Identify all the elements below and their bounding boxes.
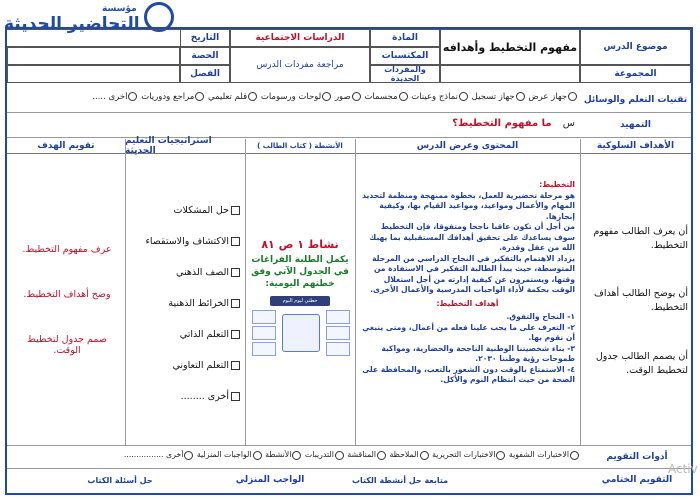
content-goal: ٤- الاستمتاع بالوقت دون الشعور بالتعب، والمحافظة على الصحة من حيث انتظام النوم والأكل. xyxy=(362,364,575,384)
col-evaluation: تقويم الهدف xyxy=(7,139,125,154)
objective-item: أن يوضح الطالب أهداف التخطيط. xyxy=(594,288,688,313)
divider xyxy=(7,468,691,469)
divider xyxy=(7,445,691,446)
assessment-item[interactable]: المناقشة xyxy=(347,450,387,459)
col-strategies: استراتيجيات التعليم الحديثة xyxy=(125,139,245,154)
diagram-box xyxy=(326,342,350,356)
evaluation-item: صمم جدول لتخطيط الوقت. xyxy=(27,334,107,356)
strategies-list xyxy=(132,205,240,422)
intro-question-text: ما مفهوم التخطيط؟ xyxy=(452,118,552,129)
divider xyxy=(580,139,581,445)
assessment-item[interactable]: أخرى ................ xyxy=(124,450,195,459)
resource-item[interactable]: لوحات ورسومات xyxy=(261,92,332,102)
intro-question xyxy=(300,118,575,134)
strategy-item[interactable]: أخرى ........ xyxy=(132,391,240,422)
group-label: المجموعة xyxy=(580,65,691,83)
content-goal: ١- النجاح والتفوق. xyxy=(506,312,575,321)
activity-diagram xyxy=(252,296,348,366)
class-label: الفصل xyxy=(180,65,230,83)
assessment-item[interactable]: التدريبات xyxy=(305,450,345,459)
acquisitions-label: المكتسبات xyxy=(370,47,440,65)
content-paragraph: هو مرحلة تحضيرية للعمل، بخطوة ممنهجة ومنظمة لتحديد المهام والأعمال ومواعيد، ومواعيد القيام بها، وكيفية إنجازها. xyxy=(362,190,575,221)
subject-value: الدراسات الاجتماعية xyxy=(230,29,370,47)
logo-small-text: مؤسسة xyxy=(102,4,137,14)
book-questions: حل أسئلة الكتاب xyxy=(87,475,153,485)
final-eval-label: التقويم الختامي xyxy=(601,475,673,485)
diagram-box xyxy=(252,310,276,324)
resource-item[interactable]: صور xyxy=(335,92,362,102)
content-title: أهداف التخطيط: xyxy=(436,298,499,308)
date-label: التاريخ xyxy=(180,29,230,47)
strategy-item[interactable]: الاكتشاف والاستقصاء xyxy=(132,236,240,267)
book-activities: متابعة حل أنشطة الكتاب xyxy=(351,475,449,485)
content-title: التخطيط: xyxy=(539,180,575,189)
watermark: Activ xyxy=(668,462,698,476)
divider xyxy=(7,112,691,113)
class-value[interactable] xyxy=(7,65,180,83)
resource-item[interactable]: جهاز تسجيل xyxy=(472,92,526,102)
group-value[interactable] xyxy=(440,65,580,83)
resource-item[interactable]: مراجع ودوريات xyxy=(141,92,205,102)
divider xyxy=(355,139,356,445)
diagram-box xyxy=(252,342,276,356)
acquisitions-value: مراجعة مفردات الدرس xyxy=(230,47,370,83)
resource-item[interactable]: نماذج وعينات xyxy=(411,92,469,102)
diagram-box xyxy=(252,326,276,340)
subject-label: المادة xyxy=(370,29,440,47)
assessment-tools-label: أدوات التقويم xyxy=(606,452,668,462)
content-goal: ٣- بناء شخصيتنا الوطنية الناجحة والحضارية، ومواكبة طموحات رؤية وطننا ٢٠٣٠. xyxy=(381,343,575,363)
strategy-item[interactable]: الصف الذهني xyxy=(132,267,240,298)
diagram-box xyxy=(326,310,350,324)
period-label: الحصة xyxy=(180,47,230,65)
activity-text: يكمل الطلبة الفراغات في الجدول الآتي وفق خطتهم اليومية: xyxy=(251,255,349,289)
col-activities: الأنشطة ( كتاب الطالب ) xyxy=(245,139,355,154)
assessment-item[interactable]: الأنشطة xyxy=(265,450,302,459)
strategy-item[interactable]: حل المشكلات xyxy=(132,205,240,236)
strategy-item[interactable]: التعلم التعاوني xyxy=(132,360,240,391)
logo-main-text: التحاضير الحديثة xyxy=(4,14,140,34)
assessment-tools-list xyxy=(100,450,580,466)
resource-item[interactable]: أخرى ..... xyxy=(92,92,138,102)
lesson-topic-label: موضوع الدرس xyxy=(580,29,691,65)
date-value[interactable] xyxy=(7,29,180,47)
divider xyxy=(245,139,246,445)
new-vocab-label: والمفردات الجديدة xyxy=(370,65,440,83)
assessment-item[interactable]: الاختبارات التحريرية xyxy=(432,450,506,459)
assessment-item[interactable]: الملاحظة xyxy=(390,450,430,459)
diagram-box xyxy=(326,326,350,340)
objective-item: أن يصمم الطالب جدول لتخطيط الوقت. xyxy=(595,351,688,376)
period-value[interactable] xyxy=(7,47,180,65)
content-paragraph: يزداد الاهتمام بالتفكير في النجاح الدراسي من المرحلة المتوسطة، حيث يبدأ الطالبة التفكير في الاستفادة من وقتها، ويستمرون عن كيفية إدارته من أجل استغلال الوقت بحكمة لأداء الواجبات المدرسية والأعمال الأخرى. xyxy=(370,253,575,294)
content-paragraph: من أجل أن تكون عاقبا ناجحا ومتفوقا، فإن التخطيط سوف يساعدك على تحقيق أهدافك المستقبلية بما يهبك الله من عقل وقدرة. xyxy=(369,222,575,252)
resource-item[interactable]: فلم تعليمي xyxy=(208,92,258,102)
intro-prefix: س xyxy=(562,118,575,129)
diagram-title: خطتي ليوم اليوم xyxy=(270,296,330,306)
assessment-item[interactable]: الواجبات المنزلية xyxy=(197,450,263,459)
evaluation-item: وضح أهداف التخطيط. xyxy=(23,289,111,300)
strategy-item[interactable]: التعلم الذاتي xyxy=(132,329,240,360)
diagram-center-box xyxy=(282,314,320,352)
lesson-content xyxy=(360,180,575,386)
evaluation-item: عرف مفهوم التخطيط. xyxy=(22,244,112,255)
content-goal: ٢- التعرف على ما يجب علينا فعله من أعمال، ومتى ينبغي أن نقوم بها. xyxy=(362,322,575,342)
resource-item[interactable]: مجسمات xyxy=(364,92,408,102)
assessment-item[interactable]: الاختبارات الشفوية xyxy=(509,450,580,459)
divider xyxy=(125,139,126,445)
col-content: المحتوى وعرض الدرس xyxy=(355,139,580,154)
intro-label: التمهيد xyxy=(620,120,651,130)
strategy-item[interactable]: الخرائط الذهنية xyxy=(132,298,240,329)
resource-item[interactable]: جهاز عرض xyxy=(528,92,578,102)
activity-title: نشاط ١ ص ٨١ xyxy=(261,238,339,251)
divider xyxy=(7,137,691,138)
lesson-topic-value: مفهوم التخطيط وأهدافه xyxy=(440,29,580,65)
col-objectives: الأهداف السلوكية xyxy=(580,139,691,154)
resources-label: تقنيات التعلم والوسائل xyxy=(583,95,688,105)
resources-list xyxy=(60,92,578,108)
objective-item: أن يعرف الطالب مفهوم التخطيط. xyxy=(593,226,688,251)
homework-label: الواجب المنزلي xyxy=(235,475,305,485)
